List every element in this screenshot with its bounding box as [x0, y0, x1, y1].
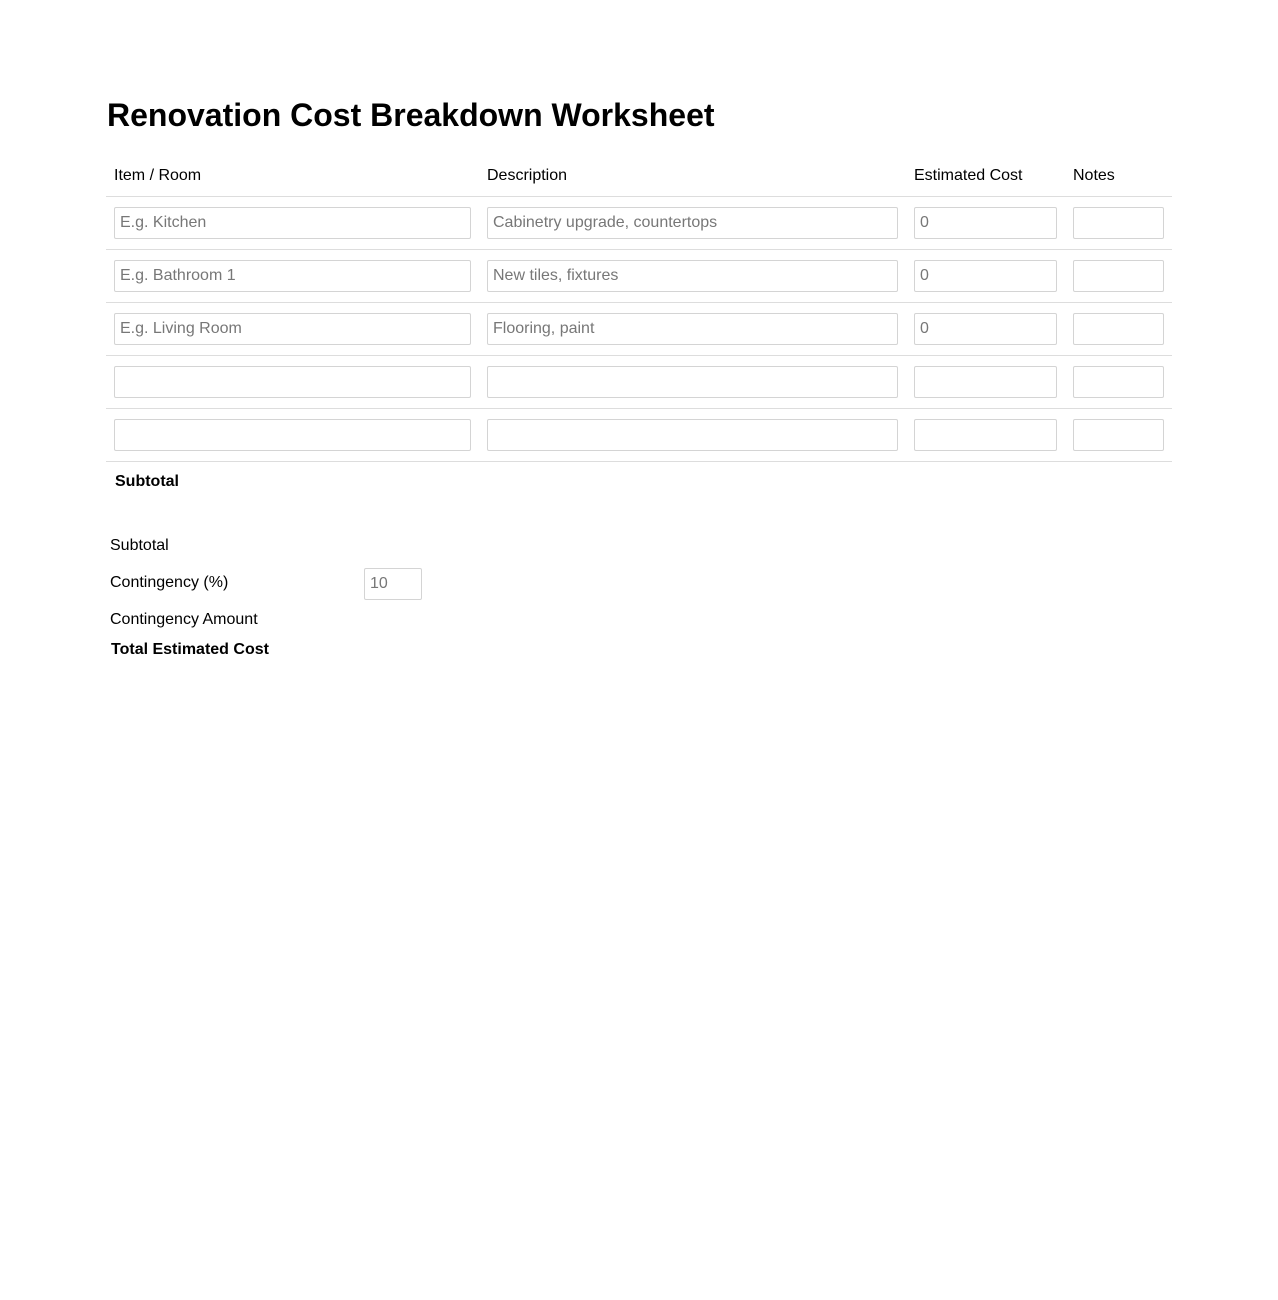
table-subtotal-label: Subtotal	[115, 473, 179, 490]
contingency-percent-input[interactable]	[364, 568, 422, 600]
item-room-input[interactable]	[114, 207, 471, 239]
item-room-input[interactable]	[114, 366, 471, 398]
table-row	[106, 197, 1172, 250]
table-header-row	[106, 156, 1172, 197]
notes-input[interactable]	[1073, 419, 1164, 451]
item-room-input[interactable]	[114, 419, 471, 451]
description-input[interactable]	[487, 419, 898, 451]
contingency-percent-label: Contingency (%)	[110, 574, 229, 591]
table-row	[106, 409, 1172, 462]
header-notes: Notes	[1073, 167, 1115, 184]
cost-table	[106, 156, 1172, 498]
estimated-cost-input[interactable]	[914, 260, 1057, 292]
description-input[interactable]	[487, 366, 898, 398]
item-room-input[interactable]	[114, 313, 471, 345]
page-title: Renovation Cost Breakdown Worksheet	[107, 97, 715, 133]
description-input[interactable]	[487, 313, 898, 345]
description-input[interactable]	[487, 207, 898, 239]
table-row	[106, 250, 1172, 303]
header-description: Description	[487, 167, 568, 184]
estimated-cost-input[interactable]	[914, 207, 1057, 239]
notes-input[interactable]	[1073, 207, 1164, 239]
estimated-cost-input[interactable]	[914, 419, 1057, 451]
table-subtotal-row	[106, 462, 1172, 498]
notes-input[interactable]	[1073, 313, 1164, 345]
table-row	[106, 356, 1172, 409]
total-estimated-cost-label: Total Estimated Cost	[111, 641, 269, 658]
contingency-amount-label: Contingency Amount	[110, 611, 258, 628]
description-input[interactable]	[487, 260, 898, 292]
header-estimated-cost: Estimated Cost	[914, 167, 1023, 184]
header-item-room: Item / Room	[114, 167, 202, 184]
item-room-input[interactable]	[114, 260, 471, 292]
estimated-cost-input[interactable]	[914, 366, 1057, 398]
notes-input[interactable]	[1073, 366, 1164, 398]
notes-input[interactable]	[1073, 260, 1164, 292]
table-row	[106, 303, 1172, 356]
estimated-cost-input[interactable]	[914, 313, 1057, 345]
summary-subtotal-label: Subtotal	[110, 537, 169, 554]
